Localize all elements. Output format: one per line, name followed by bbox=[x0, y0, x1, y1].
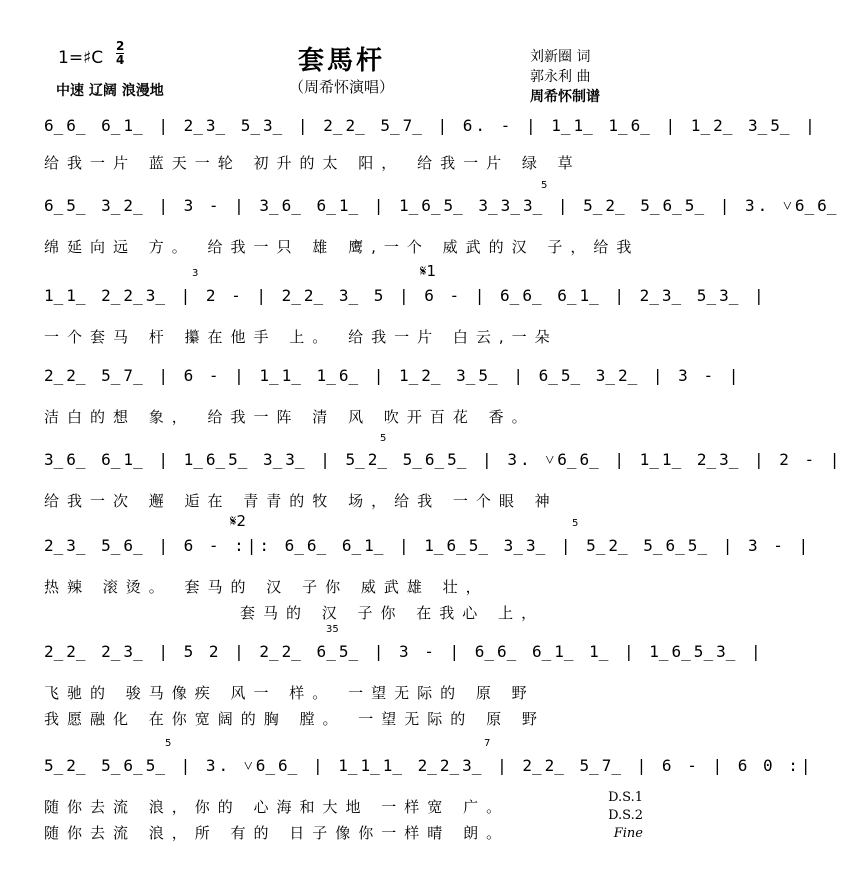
grace-note-mark: 35 bbox=[326, 624, 339, 635]
notation-line-2: 6̲5̲ 3̲2̲ | 3 - | 3̲6̲ 6̲1̲ | 1̲6̲5̲ 3̲3̲3̲ | 5̲2̲ 5̲6̲5̲ | 3. ˅6̲6̲ bbox=[44, 196, 840, 215]
lyrics-line-6b: 套马的 汉 子你 在我心 上， bbox=[240, 604, 545, 622]
notation-line-4: 2̲2̲ 5̲7̲ | 6 - | 1̲1̲ 1̲6̲ | 1̲2̲ 3̲5̲ | 6̲5̲ 3̲2̲ | 3 - | bbox=[44, 366, 742, 385]
lyrics-line-7b: 我愿融化 在你宽阔的胸 膛。 一望无际的 原 野 bbox=[44, 710, 545, 728]
composer-credit: 郭永利 曲 bbox=[530, 69, 591, 85]
time-top: 2 bbox=[116, 39, 125, 53]
grace-note-mark: 5 bbox=[165, 738, 172, 749]
lyrics-line-3: 一个套马 杆 攥在他手 上。 给我一片 白云,一朵 bbox=[44, 328, 558, 346]
lyrics-line-1: 给我一片 蓝天一轮 初升的太 阳， 给我一片 绿 草 bbox=[44, 154, 581, 172]
notation-line-8: 5̲2̲ 5̲6̲5̲ | 3. ˅6̲6̲ | 1̲1̲1̲ 2̲2̲3̲ | 2̲2̲ 5̲7̲ | 6 - | 6 0 :| bbox=[44, 756, 814, 775]
lyrics-line-2: 绵延向远 方。 给我一只 雄 鹰,一个 威武的汉 子，给我 bbox=[44, 238, 640, 256]
lyrics-line-5: 给我一次 邂 逅在 青青的牧 场，给我 一个眼 神 bbox=[44, 492, 558, 510]
singer-credit: （周希怀演唱） bbox=[288, 78, 394, 96]
lyrics-line-7a: 飞驰的 骏马像疾 风一 样。 一望无际的 原 野 bbox=[44, 684, 535, 702]
notation-line-5: 3̲6̲ 6̲1̲ | 1̲6̲5̲ 3̲3̲ | 5̲2̲ 5̲6̲5̲ | 3. ˅6̲6̲ | 1̲1̲ 2̲3̲ | 2 - | bbox=[44, 450, 842, 469]
ds1-mark: D.S.1 bbox=[608, 790, 643, 805]
segno-2-mark: 𝄋2 bbox=[230, 512, 246, 530]
notation-line-6: 2̲3̲ 5̲6̲ | 6 - :|: 6̲6̲ 6̲1̲ | 1̲6̲5̲ 3̲3̲ | 5̲2̲ 5̲6̲5̲ | 3 - | bbox=[44, 536, 812, 555]
engraver-credit: 周希怀制谱 bbox=[530, 89, 600, 105]
song-title: 套馬杆 bbox=[297, 46, 385, 76]
fine-mark: Fine bbox=[613, 826, 643, 841]
notation-line-7: 2̲2̲ 2̲3̲ | 5 2 | 2̲2̲ 6̲5̲ | 3 - | 6̲6̲ 6̲1̲ 1̲ | 1̲6̲5̲3̲ | bbox=[44, 642, 764, 661]
grace-note-mark: 5 bbox=[541, 180, 548, 191]
tempo-marking: 中速 辽阔 浪漫地 bbox=[56, 83, 164, 99]
notation-line-3: 1̲1̲ 2̲2̲3̲ | 2 - | 2̲2̲ 3̲ 5 | 6 - | 6̲6̲ 6̲1̲ | 2̲3̲ 5̲3̲ | bbox=[44, 286, 767, 305]
notation-line-1: 6̲6̲ 6̲1̲ | 2̲3̲ 5̲3̲ | 2̲2̲ 5̲7̲ | 6. - | 1̲1̲ 1̲6̲ | 1̲2̲ 3̲5̲ | bbox=[44, 116, 818, 135]
lyrics-line-4: 洁白的想 象， 给我一阵 清 风 吹开百花 香。 bbox=[44, 408, 535, 426]
key-signature: 1=♯C bbox=[58, 48, 104, 68]
lyrics-line-6a: 热辣 滚烫。 套马的 汉 子你 威武雄 壮， bbox=[44, 578, 489, 596]
grace-note-mark: 7 bbox=[484, 738, 491, 749]
grace-note-mark: 3 bbox=[192, 268, 199, 279]
time-signature bbox=[116, 40, 124, 67]
lyrics-line-8b: 随你去流 浪，所 有的 日子像你一样晴 朗。 bbox=[44, 824, 510, 842]
grace-note-mark: 5 bbox=[572, 518, 579, 529]
segno-1-mark: 𝄋1 bbox=[420, 262, 436, 280]
lyricist-credit: 刘新圈 词 bbox=[530, 49, 591, 65]
ds2-mark: D.S.2 bbox=[608, 808, 643, 823]
lyrics-line-8a: 随你去流 浪，你的 心海和大地 一样宽 广。 bbox=[44, 798, 510, 816]
time-bottom: 4 bbox=[116, 53, 125, 67]
grace-note-mark: 5 bbox=[380, 433, 387, 444]
